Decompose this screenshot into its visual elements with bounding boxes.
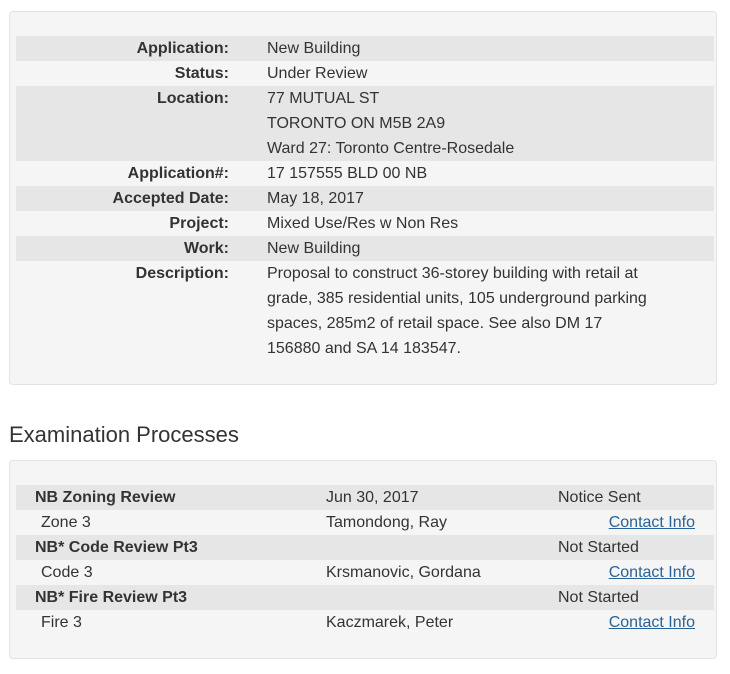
process-detail-row: [16, 560, 714, 585]
process-examiner: Kaczmarek, Peter: [326, 614, 454, 631]
process-status: Notice Sent: [558, 489, 641, 506]
description-line-2: grade, 385 residential units, 105 underground parking: [267, 290, 647, 307]
detail-row-status: [16, 61, 714, 86]
process-examiner: Krsmanovic, Gordana: [326, 564, 481, 581]
contact-info-link[interactable]: Contact Info: [608, 564, 695, 581]
process-date: Jun 30, 2017: [326, 489, 419, 506]
detail-row-description: [16, 261, 714, 361]
description-line-3: spaces, 285m2 of retail space. See also DM 17: [267, 315, 603, 332]
location-line-3: Ward 27: Toronto Centre-Rosedale: [267, 140, 515, 157]
process-row: [16, 585, 714, 610]
process-name: NB* Fire Review Pt3: [35, 589, 188, 606]
detail-row-project: [16, 211, 714, 236]
contact-info-link[interactable]: Contact Info: [608, 514, 695, 531]
detail-row-location: [16, 86, 714, 161]
application-label: Application:: [136, 40, 229, 57]
work-value: New Building: [267, 240, 361, 257]
detail-row-accepted-date: [16, 186, 714, 211]
process-zone: Code 3: [41, 564, 93, 581]
accepted-date-value: May 18, 2017: [267, 190, 364, 207]
description-label: Description:: [135, 265, 229, 282]
description-line-4: 156880 and SA 14 183547.: [267, 340, 461, 357]
project-label: Project:: [169, 215, 229, 232]
application-number-label: Application#:: [127, 165, 229, 182]
location-line-2: TORONTO ON M5B 2A9: [267, 115, 446, 132]
process-detail-row: [16, 610, 714, 635]
process-status: Not Started: [558, 539, 639, 556]
process-row: [16, 485, 714, 510]
detail-row-application-number: [16, 161, 714, 186]
contact-info-link[interactable]: Contact Info: [608, 614, 695, 631]
application-details-panel: [9, 11, 717, 385]
examination-processes-title: Examination Processes: [9, 422, 239, 447]
process-examiner: Tamondong, Ray: [326, 514, 447, 531]
project-value: Mixed Use/Res w Non Res: [267, 215, 459, 232]
location-label: Location:: [157, 90, 229, 107]
process-zone: Fire 3: [41, 614, 82, 631]
detail-row-work: [16, 236, 714, 261]
application-value: New Building: [267, 40, 361, 57]
description-line-1: Proposal to construct 36-storey building with retail at: [267, 265, 638, 282]
location-line-1: 77 MUTUAL ST: [267, 90, 380, 107]
process-zone: Zone 3: [41, 514, 91, 531]
process-name: NB* Code Review Pt3: [35, 539, 198, 556]
work-label: Work:: [183, 240, 229, 257]
application-number-value: 17 157555 BLD 00 NB: [267, 165, 428, 182]
status-label: Status:: [174, 65, 229, 82]
process-name: NB Zoning Review: [35, 489, 176, 506]
detail-row-application: [16, 36, 714, 61]
process-detail-row: [16, 510, 714, 535]
process-row: [16, 535, 714, 560]
status-value: Under Review: [267, 65, 368, 82]
accepted-date-label: Accepted Date:: [112, 190, 229, 207]
process-status: Not Started: [558, 589, 639, 606]
examination-processes-panel: [9, 460, 717, 659]
